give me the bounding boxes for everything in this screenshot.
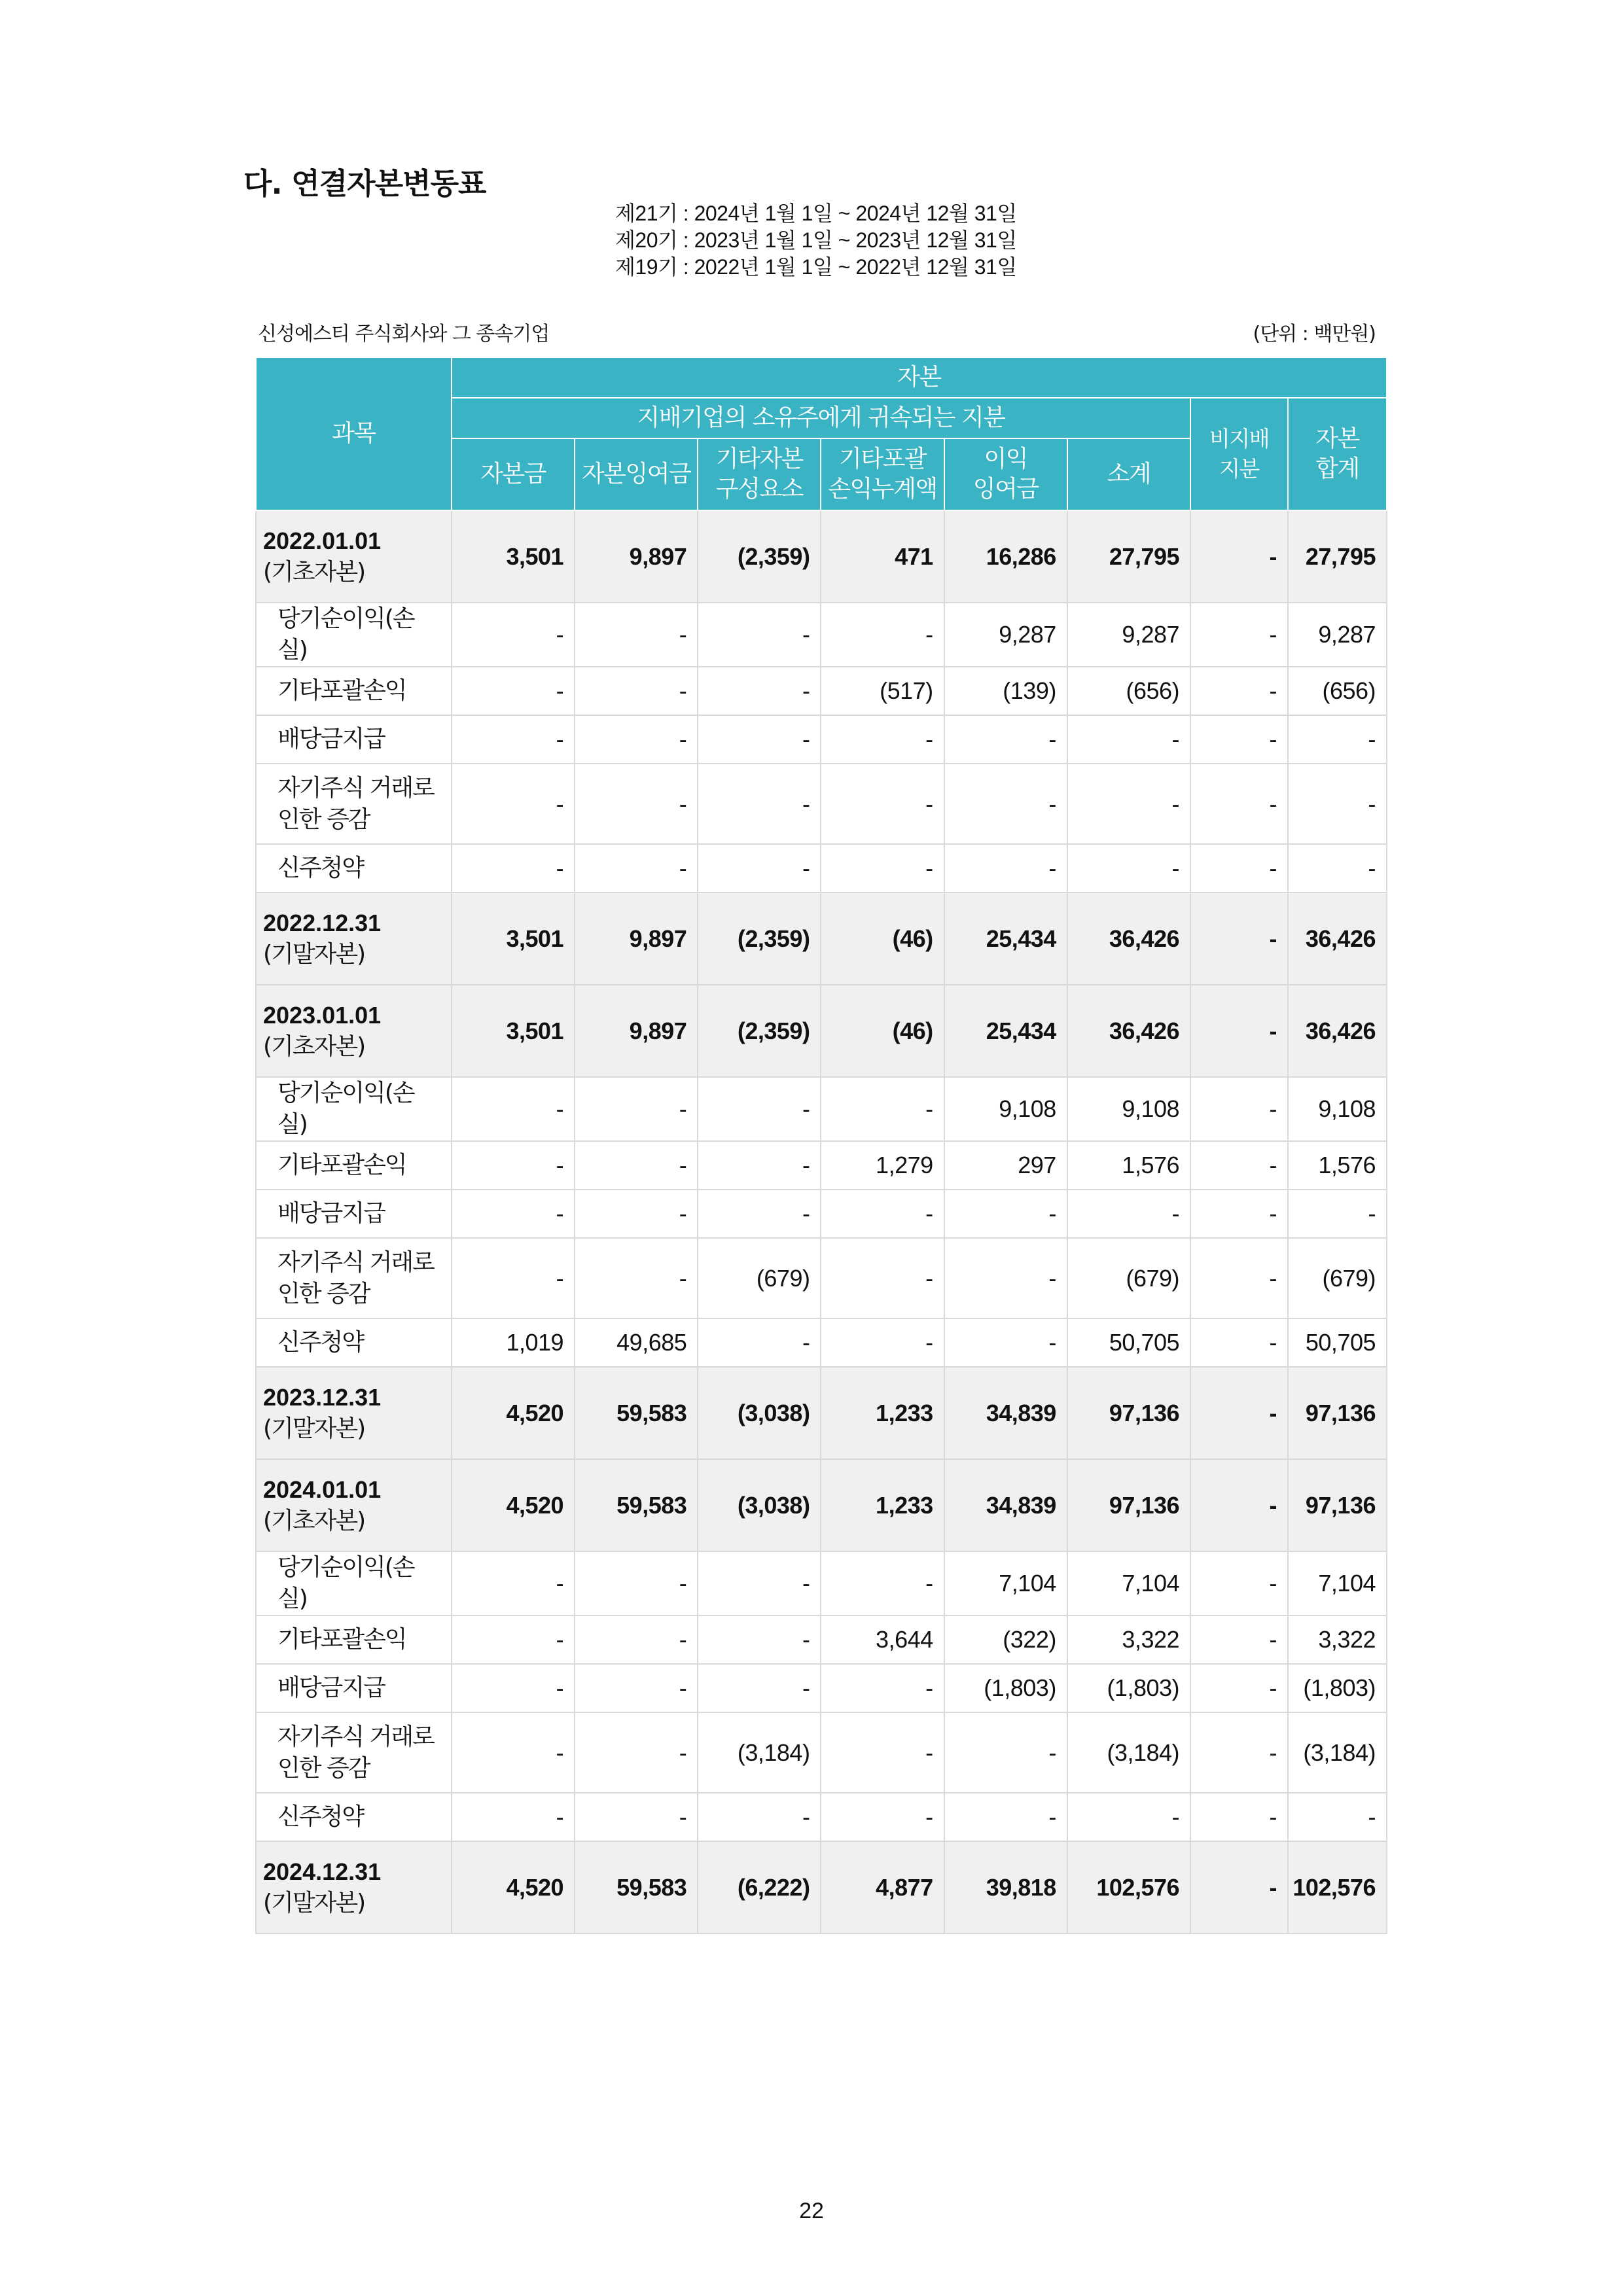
cell-value: - xyxy=(1190,1190,1288,1238)
cell-value: - xyxy=(821,1664,944,1712)
cell-value: 7,104 xyxy=(1288,1551,1387,1616)
header-retained-earnings xyxy=(944,438,1067,510)
row-label-text: 자기주식 거래로 xyxy=(277,1723,434,1750)
cell-value: - xyxy=(1288,715,1387,764)
cell-value: - xyxy=(1067,715,1190,764)
cell-value: - xyxy=(821,1077,944,1141)
cell-value: - xyxy=(1190,1238,1288,1318)
row-label xyxy=(256,1616,452,1664)
cell-value: - xyxy=(1067,1793,1190,1841)
cell-value: (679) xyxy=(1288,1238,1387,1318)
cell-value: - xyxy=(698,1318,821,1367)
cell-value: 1,233 xyxy=(821,1367,944,1459)
table-row xyxy=(256,603,1387,667)
row-label-text-2: 인한 증감 xyxy=(277,1280,370,1307)
cell-value: 36,426 xyxy=(1067,985,1190,1077)
cell-value: - xyxy=(1190,1459,1288,1551)
cell-value: 7,104 xyxy=(1067,1551,1190,1616)
period-line: 제20기 : 2023년 1월 1일 ~ 2023년 12월 31일 xyxy=(615,228,1017,252)
cell-value: - xyxy=(1190,764,1288,844)
row-date-sub: (기말자본) xyxy=(263,940,365,968)
cell-value: 36,426 xyxy=(1067,892,1190,985)
cell-value: - xyxy=(944,1190,1067,1238)
cell-value: - xyxy=(698,1793,821,1841)
cell-value: 59,583 xyxy=(575,1459,698,1551)
header-retained-l2: 잉여금 xyxy=(972,476,1039,503)
cell-value: - xyxy=(944,715,1067,764)
cell-value: - xyxy=(575,1141,698,1190)
cell-value: (2,359) xyxy=(698,510,821,603)
row-date: 2024.12.31 xyxy=(263,1858,382,1885)
cell-value: - xyxy=(1190,1141,1288,1190)
cell-value: 9,108 xyxy=(944,1077,1067,1141)
header-subject: 과목 xyxy=(256,357,452,510)
row-label xyxy=(256,1141,452,1190)
cell-value: - xyxy=(698,1616,821,1664)
row-label xyxy=(256,1793,452,1841)
header-nci-l1: 비지배 xyxy=(1209,426,1270,451)
cell-value: 1,576 xyxy=(1288,1141,1387,1190)
cell-value: (656) xyxy=(1288,667,1387,715)
cell-value: 97,136 xyxy=(1067,1459,1190,1551)
cell-value: - xyxy=(1190,1367,1288,1459)
cell-value: - xyxy=(452,844,575,892)
cell-value: 39,818 xyxy=(944,1841,1067,1934)
cell-value: - xyxy=(821,715,944,764)
row-label-text: 당기순이익(손실) xyxy=(277,1554,414,1612)
cell-value: 3,501 xyxy=(452,892,575,985)
cell-value: - xyxy=(1190,892,1288,985)
cell-value: - xyxy=(1288,844,1387,892)
table-row xyxy=(256,715,1387,764)
cell-value: - xyxy=(698,1551,821,1616)
row-label xyxy=(256,1077,452,1141)
cell-value: - xyxy=(698,764,821,844)
cell-value: - xyxy=(575,715,698,764)
table-row xyxy=(256,1793,1387,1841)
cell-value: 9,287 xyxy=(1288,603,1387,667)
cell-value: - xyxy=(698,1077,821,1141)
table-row xyxy=(256,1318,1387,1367)
header-total xyxy=(1288,398,1387,510)
row-date-sub: (기초자본) xyxy=(263,1033,365,1060)
cell-value: - xyxy=(575,1077,698,1141)
equity-changes-table xyxy=(255,357,1387,1934)
reporting-periods xyxy=(615,200,1017,281)
page-number: 22 xyxy=(799,2199,824,2223)
cell-value: 3,644 xyxy=(821,1616,944,1664)
cell-value: - xyxy=(821,1238,944,1318)
table-row xyxy=(256,667,1387,715)
cell-value: - xyxy=(1190,1793,1288,1841)
cell-value: (517) xyxy=(821,667,944,715)
cell-value: 102,576 xyxy=(1288,1841,1387,1934)
cell-value: - xyxy=(821,1793,944,1841)
row-label-text: 배당금지급 xyxy=(277,726,385,752)
header-nci xyxy=(1190,398,1288,510)
table-body xyxy=(256,510,1387,1934)
cell-value: - xyxy=(698,603,821,667)
row-date: 2024.01.01 xyxy=(263,1475,382,1503)
cell-value: (679) xyxy=(698,1238,821,1318)
cell-value: - xyxy=(452,1551,575,1616)
header-aoci xyxy=(821,438,944,510)
cell-value: - xyxy=(575,603,698,667)
row-date-sub: (기초자본) xyxy=(263,1507,365,1534)
cell-value: (1,803) xyxy=(944,1664,1067,1712)
header-subtotal: 소계 xyxy=(1067,438,1190,510)
cell-value: 9,287 xyxy=(944,603,1067,667)
table-row xyxy=(256,1077,1387,1141)
cell-value: 36,426 xyxy=(1288,892,1387,985)
row-label-text: 배당금지급 xyxy=(277,1674,385,1701)
cell-value: - xyxy=(575,1238,698,1318)
row-label-text-2: 인한 증감 xyxy=(277,805,370,833)
cell-value: 1,019 xyxy=(452,1318,575,1367)
cell-value: 97,136 xyxy=(1288,1367,1387,1459)
table-row xyxy=(256,1551,1387,1616)
cell-value: 34,839 xyxy=(944,1459,1067,1551)
row-date: 2023.01.01 xyxy=(263,1001,382,1029)
row-label xyxy=(256,844,452,892)
cell-value: 3,501 xyxy=(452,985,575,1077)
row-label xyxy=(256,892,452,985)
table-row xyxy=(256,1664,1387,1712)
cell-value: 25,434 xyxy=(944,892,1067,985)
cell-value: - xyxy=(575,1793,698,1841)
cell-value: - xyxy=(821,1190,944,1238)
cell-value: - xyxy=(821,1318,944,1367)
cell-value: 59,583 xyxy=(575,1841,698,1934)
cell-value: - xyxy=(452,667,575,715)
row-label xyxy=(256,985,452,1077)
balance-row xyxy=(256,510,1387,603)
cell-value: - xyxy=(821,764,944,844)
row-label xyxy=(256,1664,452,1712)
cell-value: (2,359) xyxy=(698,985,821,1077)
cell-value: - xyxy=(1190,1664,1288,1712)
cell-value: - xyxy=(1067,844,1190,892)
row-label xyxy=(256,510,452,603)
cell-value: 1,279 xyxy=(821,1141,944,1190)
table-row xyxy=(256,764,1387,844)
cell-value: (1,803) xyxy=(1288,1664,1387,1712)
row-label-text: 당기순이익(손실) xyxy=(277,1080,414,1138)
cell-value: 16,286 xyxy=(944,510,1067,603)
cell-value: - xyxy=(1190,1077,1288,1141)
period-line: 제21기 : 2024년 1월 1일 ~ 2024년 12월 31일 xyxy=(615,202,1017,225)
table-header xyxy=(256,357,1387,510)
cell-value: - xyxy=(1288,1793,1387,1841)
cell-value: (3,184) xyxy=(1067,1712,1190,1793)
cell-value: - xyxy=(1190,603,1288,667)
cell-value: 3,501 xyxy=(452,510,575,603)
row-label xyxy=(256,1712,452,1793)
row-date: 2022.12.31 xyxy=(263,909,382,936)
balance-row xyxy=(256,1841,1387,1934)
cell-value: 4,520 xyxy=(452,1367,575,1459)
row-label xyxy=(256,1367,452,1459)
cell-value: (46) xyxy=(821,985,944,1077)
cell-value: - xyxy=(1190,1712,1288,1793)
cell-value: 97,136 xyxy=(1067,1367,1190,1459)
cell-value: - xyxy=(821,1551,944,1616)
cell-value: - xyxy=(698,715,821,764)
row-date: 2023.12.31 xyxy=(263,1383,382,1411)
cell-value: - xyxy=(1190,1318,1288,1367)
cell-value: - xyxy=(575,1190,698,1238)
table-row xyxy=(256,1190,1387,1238)
cell-value: (679) xyxy=(1067,1238,1190,1318)
cell-value: 9,897 xyxy=(575,985,698,1077)
cell-value: - xyxy=(575,667,698,715)
table-row xyxy=(256,1141,1387,1190)
period-line: 제19기 : 2022년 1월 1일 ~ 2022년 12월 31일 xyxy=(615,255,1017,279)
header-other-components xyxy=(698,438,821,510)
row-label-text: 배당금지급 xyxy=(277,1200,385,1227)
cell-value: - xyxy=(944,844,1067,892)
cell-value: 97,136 xyxy=(1288,1459,1387,1551)
balance-row xyxy=(256,892,1387,985)
cell-value: 4,877 xyxy=(821,1841,944,1934)
cell-value: 59,583 xyxy=(575,1367,698,1459)
row-label-text: 기타포괄손익 xyxy=(277,1152,406,1178)
cell-value: 7,104 xyxy=(944,1551,1067,1616)
cell-value: - xyxy=(944,1712,1067,1793)
cell-value: - xyxy=(944,1793,1067,1841)
cell-value: - xyxy=(575,1551,698,1616)
cell-value: - xyxy=(1067,1190,1190,1238)
cell-value: - xyxy=(944,764,1067,844)
cell-value: - xyxy=(698,1141,821,1190)
header-aoci-l2: 손익누계액 xyxy=(828,476,937,503)
cell-value: 25,434 xyxy=(944,985,1067,1077)
cell-value: - xyxy=(1067,764,1190,844)
cell-value: (322) xyxy=(944,1616,1067,1664)
cell-value: - xyxy=(452,715,575,764)
header-nci-l2: 지분 xyxy=(1219,456,1259,482)
cell-value: - xyxy=(452,603,575,667)
row-label-text: 기타포괄손익 xyxy=(277,1626,406,1653)
row-label xyxy=(256,667,452,715)
cell-value: (3,184) xyxy=(698,1712,821,1793)
cell-value: - xyxy=(1288,764,1387,844)
header-total-l2: 합계 xyxy=(1315,455,1359,482)
row-date-sub: (기말자본) xyxy=(263,1415,365,1442)
header-aoci-l1: 기타포괄 xyxy=(838,446,927,472)
cell-value: 4,520 xyxy=(452,1459,575,1551)
row-label xyxy=(256,1841,452,1934)
balance-row xyxy=(256,985,1387,1077)
cell-value: - xyxy=(575,1664,698,1712)
row-label xyxy=(256,1238,452,1318)
cell-value: 3,322 xyxy=(1288,1616,1387,1664)
cell-value: 3,322 xyxy=(1067,1616,1190,1664)
cell-value: - xyxy=(821,1712,944,1793)
cell-value: (3,184) xyxy=(1288,1712,1387,1793)
table-row xyxy=(256,1712,1387,1793)
section-title: 다. 연결자본변동표 xyxy=(243,166,486,201)
header-other-components-l2: 구성요소 xyxy=(715,476,803,503)
cell-value: - xyxy=(452,1712,575,1793)
cell-value: (139) xyxy=(944,667,1067,715)
cell-value: - xyxy=(1190,667,1288,715)
cell-value: 34,839 xyxy=(944,1367,1067,1459)
cell-value: - xyxy=(1190,1616,1288,1664)
cell-value: - xyxy=(1190,985,1288,1077)
cell-value: - xyxy=(452,1141,575,1190)
header-retained-l1: 이익 xyxy=(984,446,1028,472)
cell-value: - xyxy=(575,1712,698,1793)
cell-value: 102,576 xyxy=(1067,1841,1190,1934)
balance-row xyxy=(256,1459,1387,1551)
cell-value: (3,038) xyxy=(698,1367,821,1459)
row-label xyxy=(256,1318,452,1367)
cell-value: - xyxy=(698,667,821,715)
cell-value: - xyxy=(1190,1551,1288,1616)
cell-value: 9,897 xyxy=(575,510,698,603)
cell-value: 49,685 xyxy=(575,1318,698,1367)
cell-value: - xyxy=(452,1616,575,1664)
cell-value: - xyxy=(452,1793,575,1841)
cell-value: - xyxy=(944,1318,1067,1367)
cell-value: 1,233 xyxy=(821,1459,944,1551)
cell-value: - xyxy=(821,603,944,667)
cell-value: - xyxy=(575,844,698,892)
cell-value: - xyxy=(1190,715,1288,764)
cell-value: - xyxy=(698,1664,821,1712)
header-equity: 자본 xyxy=(452,357,1387,398)
cell-value: (656) xyxy=(1067,667,1190,715)
cell-value: - xyxy=(575,1616,698,1664)
row-label-text-2: 인한 증감 xyxy=(277,1754,370,1782)
cell-value: (46) xyxy=(821,892,944,985)
cell-value: (1,803) xyxy=(1067,1664,1190,1712)
balance-row xyxy=(256,1367,1387,1459)
cell-value: - xyxy=(944,1238,1067,1318)
cell-value: 1,576 xyxy=(1067,1141,1190,1190)
cell-value: 9,108 xyxy=(1067,1077,1190,1141)
cell-value: 471 xyxy=(821,510,944,603)
cell-value: - xyxy=(575,764,698,844)
row-label xyxy=(256,1459,452,1551)
cell-value: - xyxy=(821,844,944,892)
cell-value: - xyxy=(1190,1841,1288,1934)
cell-value: 4,520 xyxy=(452,1841,575,1934)
cell-value: 9,897 xyxy=(575,892,698,985)
row-date-sub: (기말자본) xyxy=(263,1889,365,1916)
row-label-text: 기타포괄손익 xyxy=(277,677,406,704)
cell-value: - xyxy=(452,1664,575,1712)
header-parent-equity: 지배기업의 소유주에게 귀속되는 지분 xyxy=(452,398,1190,438)
row-label xyxy=(256,764,452,844)
row-label-text: 당기순이익(손실) xyxy=(277,605,414,663)
cell-value: - xyxy=(452,1077,575,1141)
cell-value: 36,426 xyxy=(1288,985,1387,1077)
cell-value: - xyxy=(698,1190,821,1238)
cell-value: 50,705 xyxy=(1067,1318,1190,1367)
table-row xyxy=(256,1616,1387,1664)
header-total-l1: 자본 xyxy=(1315,425,1359,452)
header-capital-stock: 자본금 xyxy=(452,438,575,510)
row-label xyxy=(256,1190,452,1238)
row-label-text: 신주청약 xyxy=(277,855,364,881)
cell-value: 9,287 xyxy=(1067,603,1190,667)
header-other-components-l1: 기타자본 xyxy=(715,446,803,472)
row-label-text: 신주청약 xyxy=(277,1329,364,1356)
cell-value: - xyxy=(1288,1190,1387,1238)
cell-value: 297 xyxy=(944,1141,1067,1190)
cell-value: - xyxy=(1190,510,1288,603)
cell-value: (2,359) xyxy=(698,892,821,985)
row-date: 2022.01.01 xyxy=(263,527,382,554)
cell-value: 27,795 xyxy=(1067,510,1190,603)
row-label-text: 자기주식 거래로 xyxy=(277,774,434,802)
table-row xyxy=(256,1238,1387,1318)
table-row xyxy=(256,844,1387,892)
row-label-text: 신주청약 xyxy=(277,1803,364,1830)
cell-value: 27,795 xyxy=(1288,510,1387,603)
cell-value: - xyxy=(452,1190,575,1238)
row-label xyxy=(256,1551,452,1616)
row-label xyxy=(256,715,452,764)
cell-value: - xyxy=(1190,844,1288,892)
cell-value: - xyxy=(452,764,575,844)
cell-value: - xyxy=(452,1238,575,1318)
cell-value: (3,038) xyxy=(698,1459,821,1551)
cell-value: (6,222) xyxy=(698,1841,821,1934)
row-label-text: 자기주식 거래로 xyxy=(277,1248,434,1276)
company-name: 신성에스티 주식회사와 그 종속기업 xyxy=(258,323,550,345)
cell-value: 50,705 xyxy=(1288,1318,1387,1367)
cell-value: - xyxy=(698,844,821,892)
cell-value: 9,108 xyxy=(1288,1077,1387,1141)
header-capital-surplus: 자본잉여금 xyxy=(575,438,698,510)
row-date-sub: (기초자본) xyxy=(263,558,365,586)
row-label xyxy=(256,603,452,667)
unit-label: (단위 : 백만원) xyxy=(1253,323,1376,345)
